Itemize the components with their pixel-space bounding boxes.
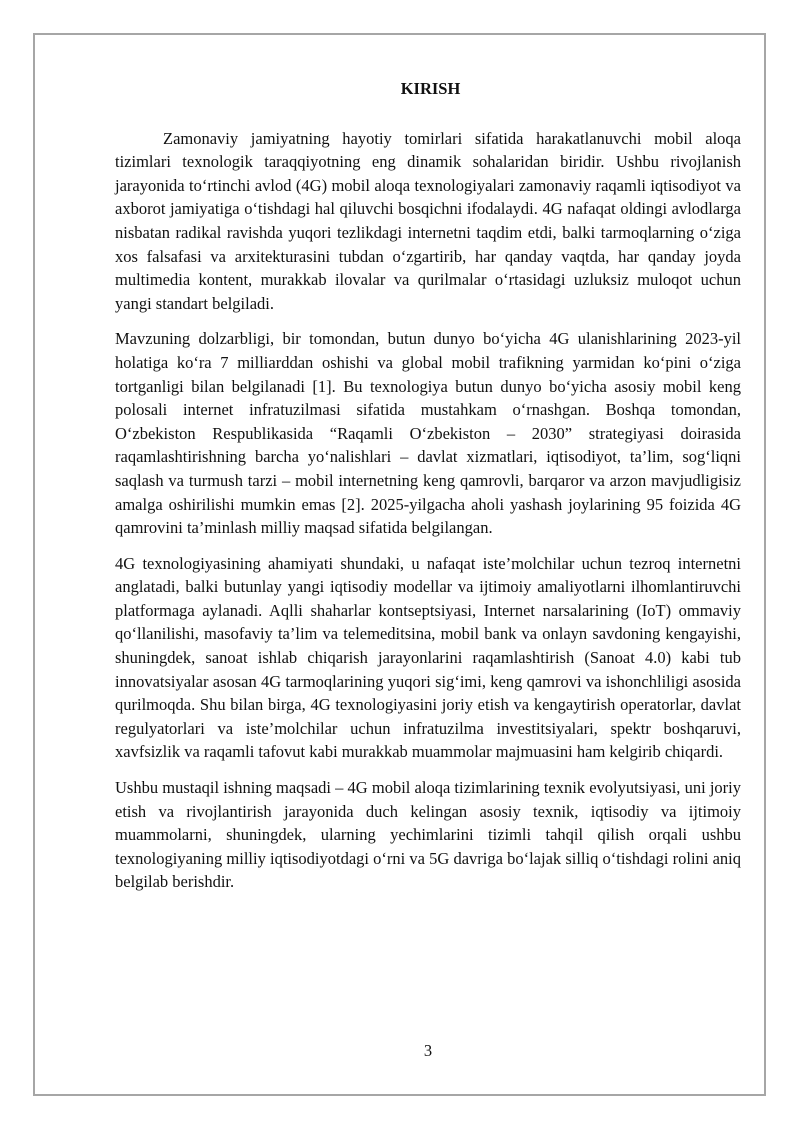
section-title: KIRISH: [400, 79, 461, 98]
paragraph-intro: Zamonaviy jamiyatning hayotiy tomirlari sifatida harakatlanuvchi mobil aloqa tizimlari texnologik taraqqiyotning eng dinamik sohalaridan biridir. Ushbu rivojlanish jarayonida to‘rtinchi avlod (4G) mobil aloqa texnologiyalari zamonaviy raqamli iqtisodiyot va axborot jamiyatiga o‘tishdagi hal qiluvchi bosqichni ifodalaydi. 4G nafaqat oldingi avlodlarga nisbatan radikal ravishda yuqori tezlikdagi internetni taqdim etdi, balki tarmoqlarning o‘ziga xos falsafasi va arxitekturasini tubdan o‘zgartirib, har qanday vaqtda, har qanday joyda multimedia kontent, murakkab ilovalar va qurilmalar o‘rtasidagi uzluksiz muloqot uchun yangi standart belgiladi.: [115, 128, 741, 313]
page-number: 3: [423, 1041, 433, 1060]
paragraph-relevance: Mavzuning dolzarbligi, bir tomondan, butun dunyo bo‘yicha 4G ulanishlarining 2023-yil holatiga ko‘ra 7 milliarddan oshishi va global mobil trafikning yarmidan ko‘pini o‘ziga tortganligi bilan belgilanadi [1]. Bu texnologiya butun dunyo bo‘yicha asosiy mobil keng polosali internet infratuzilmasi sifatida mustahkam o‘rnashgan. Boshqa tomondan, O‘zbekiston Respublikasida “Raqamli O‘zbekiston – 2030” strategiyasi doirasida raqamlashtirishning barcha yo‘nalishlari – davlat xizmatlari, iqtisodiyot, ta’lim, sog‘liqni saqlash va turmush tarzi – mobil internetning keng qamrovli, barqaror va arzon mavjudligisiz amalga oshirilishi mumkin emas [2]. 2025-yilgacha aholi yashash joylarining 95 foizida 4G qamrovini ta’minlash milliy maqsad sifatida belgilangan.: [115, 329, 741, 538]
page-content: [115, 77, 741, 906]
paragraph-significance: 4G texnologiyasining ahamiyati shundaki, u nafaqat iste’molchilar uchun tezroq internetni anglatadi, balki butunlay yangi iqtisodiy modellar va ijtimoiy amaliyotlarni ilhomlantiruvchi platformaga aylanadi. Aqlli shaharlar kontseptsiyasi, Internet narsalarining (IoT) ommaviy qo‘llanilishi, masofaviy ta’lim va telemeditsina, mobil bank va onlayn savdoning kengayishi, shuningdek, sanoat ishlab chiqarish jarayonlarini raqamlashtirish (Sanoat 4.0) kabi tub innovatsiyalar asosan 4G tarmoqlarining yuqori sig‘imi, keng qamrovi va ishonchliligi asosida qurilmoqda. Shu bilan birga, 4G texnologiyasini joriy etish va kengaytirish operatorlar, davlat regulyatorlari va iste’molchilar uchun infratuzilma investitsiyalari, spektr boshqaruvi, xavfsizlik va raqamli tafovut kabi murakkab muammolar majmuasini ham kelgirib chiqardi.: [115, 553, 741, 762]
paragraph-goal: Ushbu mustaqil ishning maqsadi – 4G mobil aloqa tizimlarining texnik evolyutsiyasi, uni joriy etish va rivojlantirish jarayonida duch kelingan asosiy texnik, iqtisodiy va ijtimoiy muammolarni, shuningdek, ularning yechimlarini tizimli tahqil qilish orqali ushbu texnologiyaning milliy iqtisodiyotdagi o‘rni va 5G davriga bo‘lajak silliq o‘tishdagi rolini aniq belgilab berishdir.: [115, 778, 741, 892]
